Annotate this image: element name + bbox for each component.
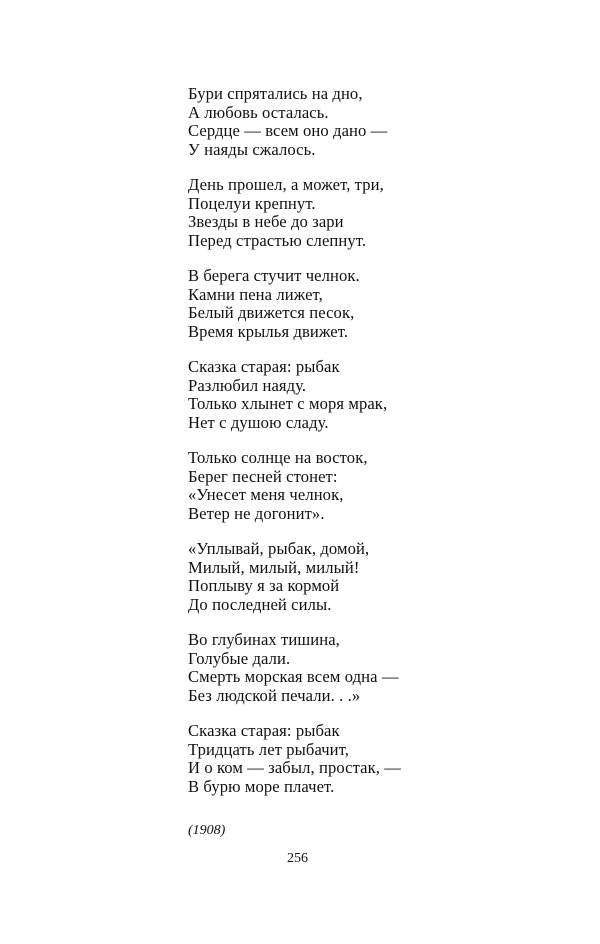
poem-line: Во глубинах тишина, xyxy=(188,630,340,649)
poem-line: Поцелуи крепнут. xyxy=(188,193,316,213)
stanza xyxy=(188,85,488,159)
poem-line: Время крылья движет. xyxy=(188,321,349,341)
poem-line: «Уплывай, рыбак, домой, xyxy=(188,539,370,558)
poem-line: Без людской печали. . .» xyxy=(188,685,361,705)
poem-line: Ветер не догонит». xyxy=(188,503,325,523)
poem-line: Камни пена лижет, xyxy=(188,284,323,304)
poem-line: Разлюбил наяду. xyxy=(188,375,307,395)
stanza xyxy=(188,449,488,523)
poem-line: Только хлынет с моря мрак, xyxy=(188,394,388,413)
poem-line: Поплыву я за кормой xyxy=(188,576,340,595)
poem-line: Смерть морская всем одна — xyxy=(188,667,399,686)
stanza xyxy=(188,540,488,614)
poem-line: Бури спрятались на дно, xyxy=(188,84,363,103)
stanza xyxy=(188,267,488,341)
poem xyxy=(188,85,488,813)
poem-line: Берег песней стонет: xyxy=(188,466,338,486)
poem-date: (1908) xyxy=(188,823,226,838)
stanza xyxy=(188,176,488,250)
poem-line: У наяды сжалось. xyxy=(188,139,316,159)
poem-line: Сказка старая: рыбак xyxy=(188,357,340,376)
page-number: 256 xyxy=(287,851,308,866)
poem-line: Голубые дали. xyxy=(188,648,291,668)
stanza xyxy=(188,722,488,796)
poem-line: Звезды в небе до зари xyxy=(188,212,344,231)
poem-line: «Унесет меня челнок, xyxy=(188,485,344,504)
poem-line: Тридцать лет рыбачит, xyxy=(188,739,350,759)
poem-line: В бурю море плачет. xyxy=(188,776,335,796)
stanza xyxy=(188,358,488,432)
poem-line: День прошел, а может, три, xyxy=(188,175,384,194)
poem-line: Сердце — всем оно дано — xyxy=(188,121,388,140)
stanza xyxy=(188,631,488,705)
poem-line: И о ком — забыл, простак, — xyxy=(188,758,401,777)
poem-line: До последней силы. xyxy=(188,594,332,614)
poem-line: В берега стучит челнок. xyxy=(188,266,360,285)
poem-line: А любовь осталась. xyxy=(188,102,329,122)
poem-line: Перед страстью слепнут. xyxy=(188,230,367,250)
poem-line: Нет с душою сладу. xyxy=(188,412,329,432)
poem-line: Белый движется песок, xyxy=(188,303,355,322)
poem-line: Милый, милый, милый! xyxy=(188,557,360,577)
poem-line: Только солнце на восток, xyxy=(188,448,368,467)
poem-line: Сказка старая: рыбак xyxy=(188,721,340,740)
